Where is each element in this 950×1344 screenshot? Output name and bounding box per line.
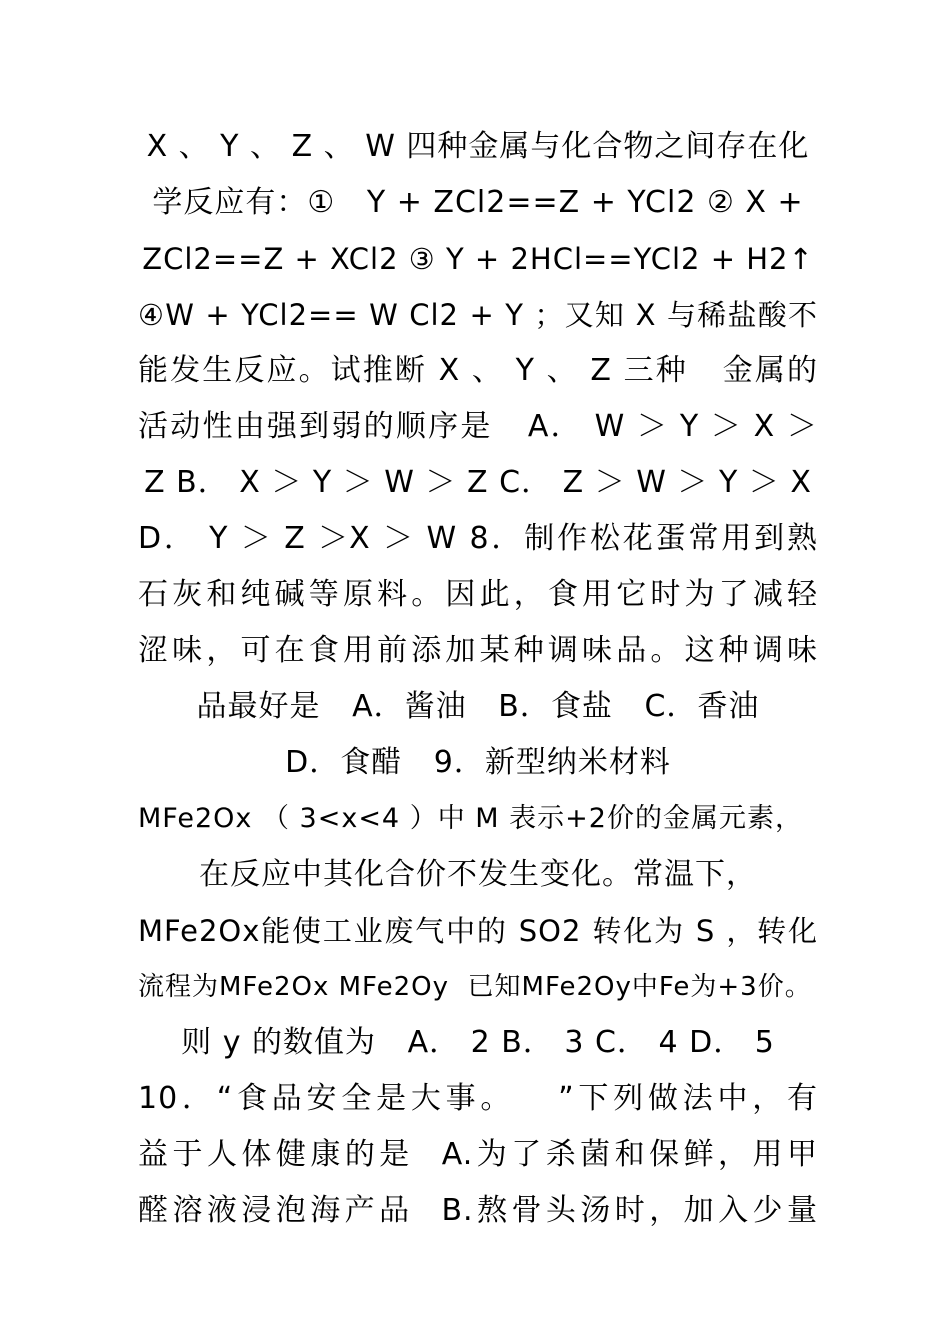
text-line-11: 品最好是 A．酱油 B．食盐 C．香油 <box>196 689 760 724</box>
text-line-1: X 、 Y 、 Z 、 W 四种金属与化合物之间存在化 <box>146 129 810 164</box>
text-line-20: 醛溶液浸泡海产品 B.熬骨头汤时，加入少量 <box>138 1193 818 1228</box>
text-line-19: 益于人体健康的是 A.为了杀菌和保鲜，用甲 <box>138 1137 818 1172</box>
text-line-2: 学反应有：① Y + ZCl2==Z + YCl2 ② X + <box>152 185 804 220</box>
text-line-13: MFe2Ox （ 3<x<4 ）中 M 表示+2价的金属元素， <box>138 803 803 834</box>
text-line-5: 能发生反应。试推断 X 、 Y 、 Z 三种 金属的 <box>138 353 818 388</box>
text-line-3: ZCl2==Z + XCl2 ③ Y + 2HCl==YCl2 + H2↑ <box>142 242 814 276</box>
text-line-18: 10．“食品安全是大事。 ”下列做法中，有 <box>138 1081 818 1116</box>
text-line-8: D． Y ＞ Z ＞X ＞ W 8．制作松花蛋常用到熟 <box>138 521 818 556</box>
text-line-6: 活动性由强到弱的顺序是 A． W ＞ Y ＞ X ＞ <box>138 409 818 444</box>
text-line-16: 流程为MFe2Ox MFe2Oy 已知MFe2Oy中Fe为+3价。 <box>138 972 812 1002</box>
text-line-15: MFe2Ox能使工业废气中的 SO2 转化为 S ，转化 <box>138 914 818 948</box>
text-line-9: 石灰和纯碱等原料。因此，食用它时为了减轻 <box>138 577 818 612</box>
text-line-4: ④W + YCl2== W Cl2 + Y ；又知 X 与稀盐酸不 <box>138 298 818 332</box>
text-line-14: 在反应中其化合价不发生变化。常温下， <box>199 857 757 892</box>
text-line-10: 涩味，可在食用前添加某种调味品。这种调味 <box>138 633 818 668</box>
text-line-17: 则 y 的数值为 A． 2 B． 3 C． 4 D． 5 <box>181 1025 775 1060</box>
text-line-12: D．食醋 9．新型纳米材料 <box>285 745 671 780</box>
text-line-7: Z B． X ＞ Y ＞ W ＞ Z C． Z ＞ W ＞ Y ＞ X <box>144 465 812 500</box>
